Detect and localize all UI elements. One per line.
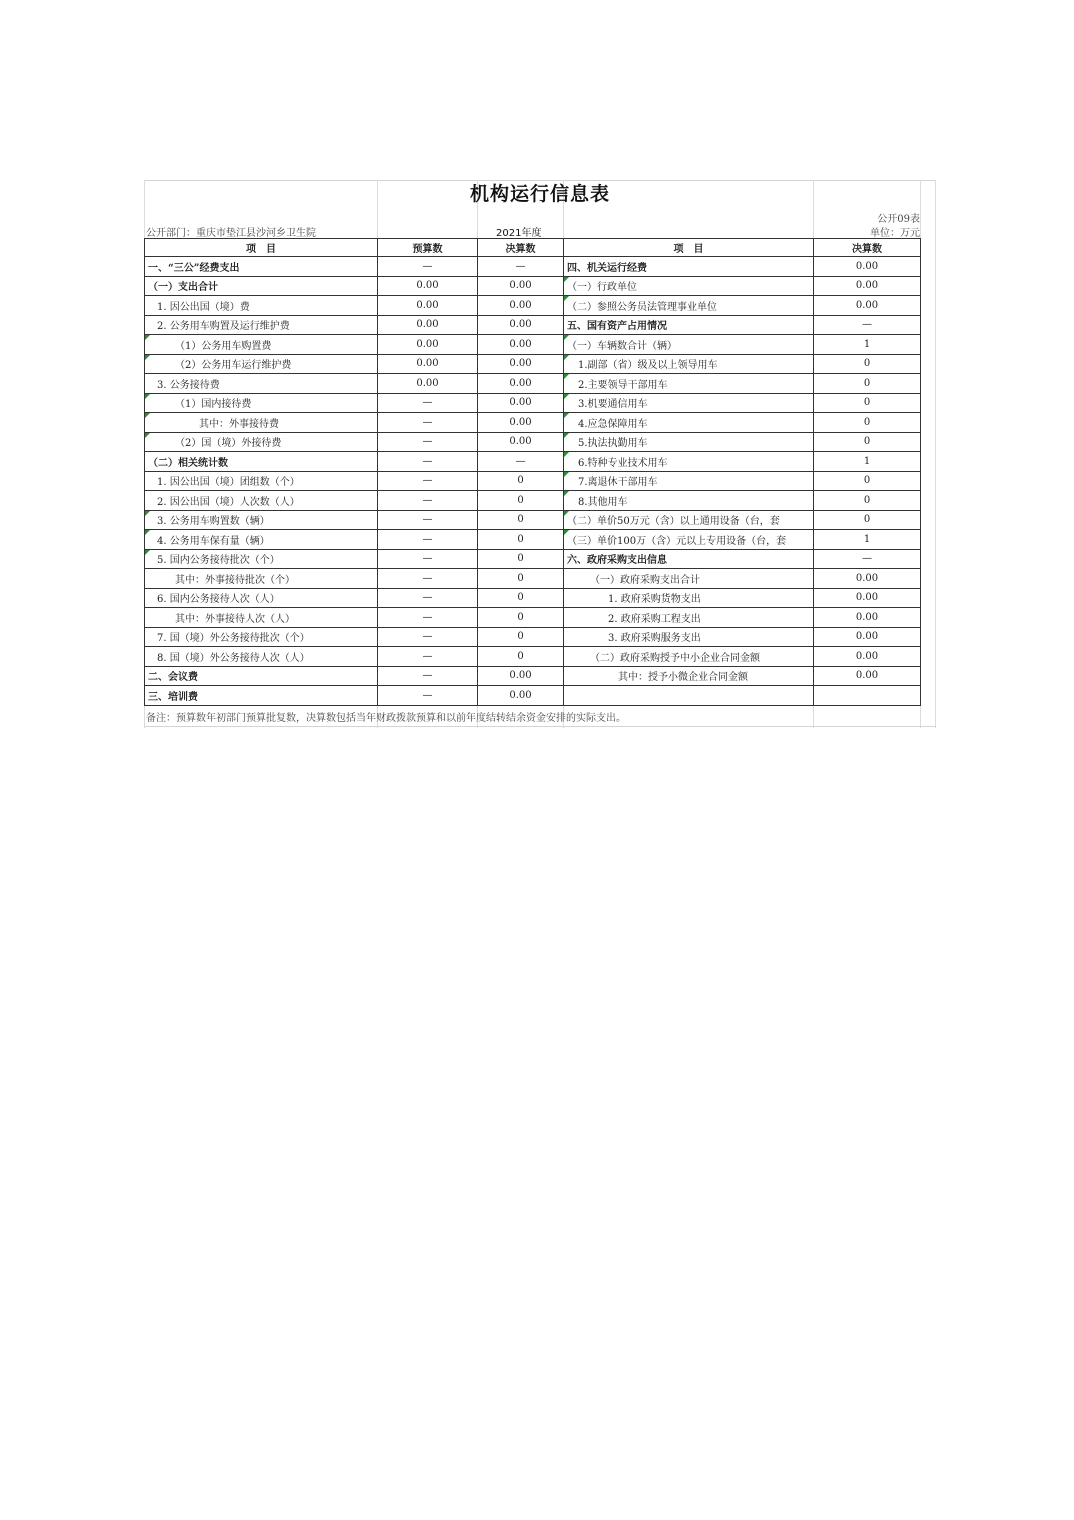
table-row xyxy=(145,276,921,296)
budget-cell: — xyxy=(378,608,478,628)
right-value: 0.00 xyxy=(814,276,921,296)
budget-cell: — xyxy=(378,432,478,452)
row-label: 2. 公务用车购置及运行维护费 xyxy=(145,315,378,335)
page-title: 机构运行信息表 xyxy=(469,183,610,205)
final-cell: 0.00 xyxy=(478,686,564,706)
final-cell: — xyxy=(478,257,564,277)
final-cell: 0.00 xyxy=(478,393,564,413)
final-cell: 0.00 xyxy=(478,296,564,316)
final-cell: 0 xyxy=(478,471,564,491)
row-label: 其中：外事接待费 xyxy=(145,413,378,433)
row-label: 3. 公务接待费 xyxy=(145,374,378,394)
header-item: 项 目 xyxy=(145,239,378,257)
final-cell: 0.00 xyxy=(478,354,564,374)
right-value: 1 xyxy=(814,335,921,355)
budget-cell: — xyxy=(378,491,478,511)
table-row xyxy=(145,647,921,667)
right-label: 2. 政府采购工程支出 xyxy=(564,608,814,628)
final-cell: 0.00 xyxy=(478,374,564,394)
right-value: 0 xyxy=(814,432,921,452)
header-item-right: 项 目 xyxy=(564,239,814,257)
right-label: 5.执法执勤用车 xyxy=(564,432,814,452)
right-label: 1.副部（省）级及以上领导用车 xyxy=(564,354,814,374)
right-label: 1. 政府采购货物支出 xyxy=(564,588,814,608)
info-table xyxy=(144,238,921,706)
table-row xyxy=(145,510,921,530)
final-cell: 0 xyxy=(478,608,564,628)
budget-cell: — xyxy=(378,647,478,667)
right-label: （二）政府采购授予中小企业合同金额 xyxy=(564,647,814,667)
table-row xyxy=(145,413,921,433)
right-value: 0.00 xyxy=(814,608,921,628)
right-value: 0 xyxy=(814,393,921,413)
budget-cell: — xyxy=(378,257,478,277)
right-value: 0 xyxy=(814,374,921,394)
right-value: 0.00 xyxy=(814,666,921,686)
table-header-row xyxy=(145,239,921,257)
final-cell: 0 xyxy=(478,627,564,647)
budget-cell: — xyxy=(378,393,478,413)
right-label: （二）参照公务员法管理事业单位 xyxy=(564,296,814,316)
right-value: 1 xyxy=(814,530,921,550)
final-cell: — xyxy=(478,452,564,472)
final-cell: 0 xyxy=(478,491,564,511)
right-label: 五、国有资产占用情况 xyxy=(564,315,814,335)
right-label: （二）单价50万元（含）以上通用设备（台，套 xyxy=(564,510,814,530)
right-value: 0 xyxy=(814,510,921,530)
row-label: （2）公务用车运行维护费 xyxy=(145,354,378,374)
right-label: 8.其他用车 xyxy=(564,491,814,511)
row-label: （1）国内接待费 xyxy=(145,393,378,413)
table-row xyxy=(145,393,921,413)
table-row xyxy=(145,666,921,686)
right-value: 1 xyxy=(814,452,921,472)
department-label: 公开部门：重庆市垫江县沙河乡卫生院 xyxy=(146,228,316,239)
budget-cell: — xyxy=(378,627,478,647)
right-value: — xyxy=(814,315,921,335)
right-value: 0.00 xyxy=(814,257,921,277)
final-cell: 0.00 xyxy=(478,413,564,433)
final-cell: 0.00 xyxy=(478,335,564,355)
right-label: （一）车辆数合计（辆） xyxy=(564,335,814,355)
right-label: 六、政府采购支出信息 xyxy=(564,549,814,569)
table-row xyxy=(145,374,921,394)
right-value: 0 xyxy=(814,471,921,491)
final-cell: 0 xyxy=(478,510,564,530)
right-label: （一）行政单位 xyxy=(564,276,814,296)
right-value: 0.00 xyxy=(814,627,921,647)
budget-cell: 0.00 xyxy=(378,374,478,394)
final-cell: 0.00 xyxy=(478,432,564,452)
row-label: 8. 国（境）外公务接待人次（人） xyxy=(145,647,378,667)
right-value: 0 xyxy=(814,491,921,511)
final-cell: 0 xyxy=(478,588,564,608)
right-label: 3.机要通信用车 xyxy=(564,393,814,413)
table-row xyxy=(145,471,921,491)
budget-cell: — xyxy=(378,452,478,472)
row-label: （2）国（境）外接待费 xyxy=(145,432,378,452)
budget-cell: — xyxy=(378,413,478,433)
budget-cell: — xyxy=(378,666,478,686)
sheet-gridline xyxy=(144,726,936,727)
final-cell: 0.00 xyxy=(478,666,564,686)
table-row xyxy=(145,315,921,335)
final-cell: 0 xyxy=(478,530,564,550)
right-label: （三）单价100万（含）元以上专用设备（台，套 xyxy=(564,530,814,550)
row-label: 三、培训费 xyxy=(145,686,378,706)
fiscal-year: 2021年度 xyxy=(496,228,542,239)
right-value: 0.00 xyxy=(814,588,921,608)
row-label: （1）公务用车购置费 xyxy=(145,335,378,355)
budget-cell: 0.00 xyxy=(378,276,478,296)
table-row xyxy=(145,530,921,550)
budget-cell: — xyxy=(378,686,478,706)
right-label: 其中：授予小微企业合同金额 xyxy=(564,666,814,686)
row-label: （二）相关统计数 xyxy=(145,452,378,472)
final-cell: 0 xyxy=(478,569,564,589)
footnote: 备注：预算数年初部门预算批复数，决算数包括当年财政拨款预算和以前年度结转结余资金安排的实际支出。 xyxy=(146,713,626,724)
right-label: 6.特种专业技术用车 xyxy=(564,452,814,472)
row-label: 5. 国内公务接待批次（个） xyxy=(145,549,378,569)
right-value: 0.00 xyxy=(814,296,921,316)
final-cell: 0 xyxy=(478,549,564,569)
row-label: （一）支出合计 xyxy=(145,276,378,296)
row-label: 其中：外事接待批次（个） xyxy=(145,569,378,589)
right-value xyxy=(814,686,921,706)
row-label: 其中：外事接待人次（人） xyxy=(145,608,378,628)
table-row xyxy=(145,452,921,472)
table-row xyxy=(145,627,921,647)
sheet-gridline xyxy=(935,180,936,728)
right-value: — xyxy=(814,549,921,569)
row-label: 4. 公务用车保有量（辆） xyxy=(145,530,378,550)
budget-cell: — xyxy=(378,510,478,530)
table-row xyxy=(145,257,921,277)
row-label: 3. 公务用车购置数（辆） xyxy=(145,510,378,530)
table-row xyxy=(145,569,921,589)
row-label: 二、会议费 xyxy=(145,666,378,686)
budget-cell: 0.00 xyxy=(378,315,478,335)
right-value: 0.00 xyxy=(814,569,921,589)
right-label: 2.主要领导干部用车 xyxy=(564,374,814,394)
budget-cell: — xyxy=(378,471,478,491)
budget-cell: 0.00 xyxy=(378,296,478,316)
table-code: 公开09表 xyxy=(877,214,920,225)
table-row xyxy=(145,432,921,452)
table-row xyxy=(145,491,921,511)
right-label xyxy=(564,686,814,706)
table-row xyxy=(145,686,921,706)
row-label: 6. 国内公务接待人次（人） xyxy=(145,588,378,608)
header-budget: 预算数 xyxy=(378,239,478,257)
budget-cell: 0.00 xyxy=(378,354,478,374)
right-value: 0.00 xyxy=(814,647,921,667)
right-label: 7.离退休干部用车 xyxy=(564,471,814,491)
row-label: 1. 因公出国（境）团组数（个） xyxy=(145,471,378,491)
right-value: 0 xyxy=(814,354,921,374)
table-row xyxy=(145,296,921,316)
right-label: 3. 政府采购服务支出 xyxy=(564,627,814,647)
right-label: （一）政府采购支出合计 xyxy=(564,569,814,589)
budget-cell: — xyxy=(378,549,478,569)
table-row xyxy=(145,549,921,569)
table-row xyxy=(145,354,921,374)
row-label: 7. 国（境）外公务接待批次（个） xyxy=(145,627,378,647)
row-label: 2. 因公出国（境）人次数（人） xyxy=(145,491,378,511)
table-row xyxy=(145,335,921,355)
right-label: 4.应急保障用车 xyxy=(564,413,814,433)
header-final: 决算数 xyxy=(478,239,564,257)
table-row xyxy=(145,588,921,608)
final-cell: 0.00 xyxy=(478,276,564,296)
row-label: 1. 因公出国（境）费 xyxy=(145,296,378,316)
final-cell: 0 xyxy=(478,647,564,667)
final-cell: 0.00 xyxy=(478,315,564,335)
unit-label: 单位：万元 xyxy=(870,228,920,239)
right-value: 0 xyxy=(814,413,921,433)
budget-cell: — xyxy=(378,569,478,589)
budget-cell: — xyxy=(378,530,478,550)
row-label: 一、“三公”经费支出 xyxy=(145,257,378,277)
budget-cell: — xyxy=(378,588,478,608)
budget-cell: 0.00 xyxy=(378,335,478,355)
header-final-right: 决算数 xyxy=(814,239,921,257)
table-row xyxy=(145,608,921,628)
right-label: 四、机关运行经费 xyxy=(564,257,814,277)
